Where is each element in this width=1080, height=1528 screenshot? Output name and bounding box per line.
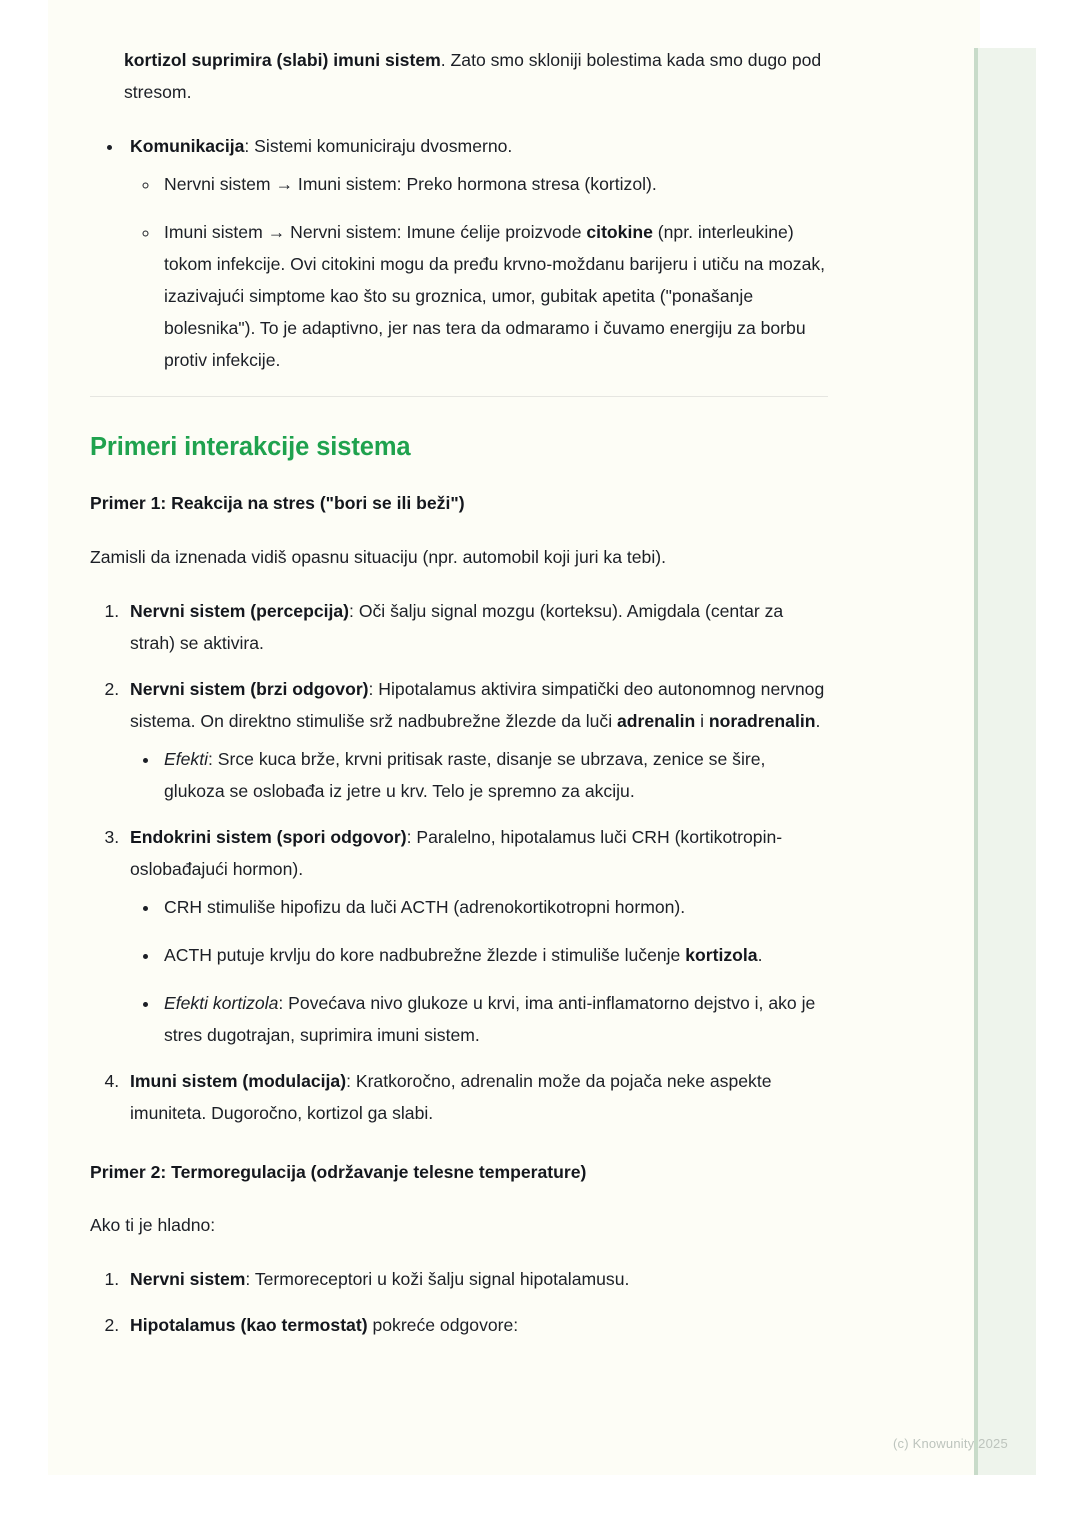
komunikacija-sub-1-post: (npr. interleukine) tokom infekcije. Ovi citokini mogu da pređu krvno-moždanu barijeru i utiču na mozak, izazivajući simptome kao što su groznica, umor, gubitak apetita ("ponašanje bolesnika"). To je adaptivno, jer nas tera da odmaramo i čuvamo energiju za borbu protiv infekcije. xyxy=(164,222,826,371)
document-content xyxy=(90,0,830,1361)
step-inline-bold-noradrenalin: noradrenalin xyxy=(708,710,816,731)
step-text: : Paralelno, hipotalamus luči CRH (kortikotropin-oslobađajući hormon). xyxy=(130,826,783,879)
primer1-intro: Zamisli da iznenada vidiš opasnu situaciju (npr. automobil koji juri ka tebi). xyxy=(90,546,666,567)
list-item xyxy=(124,1309,830,1341)
step-label: Hipotalamus (kao termostat) xyxy=(130,1315,368,1336)
sub-italic-label: Efekti kortizola xyxy=(164,992,279,1013)
section-divider xyxy=(90,396,828,397)
step-3-sublist xyxy=(130,891,830,1051)
sub-text-pre: ACTH putuje krvlju do kore nadbubrežne žlezde i stimuliše lučenje xyxy=(164,944,686,965)
step-text: pokreće odgovore: xyxy=(367,1315,519,1336)
step-text: : Kratkoročno, adrenalin može da pojača neke aspekte imuniteta. Dugoročno, kortizol ga slabi. xyxy=(130,1070,772,1123)
komunikacija-label: Komunikacija xyxy=(130,136,245,157)
list-item-komunikacija xyxy=(124,130,830,376)
primer1-heading: Primer 1: Reakcija na stres ("bori se ili beži") xyxy=(90,493,465,514)
step-label: Nervni sistem xyxy=(130,1269,246,1290)
list-item xyxy=(160,168,830,200)
sub-text: : Povećava nivo glukoze u krvi, ima anti-inflamatorno dejstvo i, ako je stres dugotrajan, suprimira imuni sistem. xyxy=(164,992,816,1045)
primer1-steps xyxy=(90,595,830,1129)
komunikacija-after-label: : Sistemi komuniciraju dvosmerno. xyxy=(244,136,513,157)
sub-text: : Srce kuca brže, krvni pritisak raste, disanje se ubrzava, zenice se šire, glukoza se oslobađa iz jetre u krv. Telo je spremno za akciju. xyxy=(164,748,766,801)
list-item xyxy=(160,216,830,376)
step-2-sublist xyxy=(130,743,830,807)
komunikacija-sub-1-bold: citokine xyxy=(586,222,653,243)
step-inline-post: . xyxy=(815,710,821,731)
primer2-heading: Primer 2: Termoregulacija (održavanje telesne temperature) xyxy=(90,1161,587,1182)
list-item xyxy=(160,987,830,1051)
step-inline-mid: i xyxy=(695,710,709,731)
komunikacija-sub-1-pre: Imuni sistem → Nervni sistem: Imune ćelije proizvode xyxy=(164,222,587,243)
list-item xyxy=(160,891,830,923)
step-text: : Oči šalju signal mozgu (korteksu). Amigdala (centar za strah) se aktivira. xyxy=(130,600,784,653)
step-label: Nervni sistem (brzi odgovor) xyxy=(130,678,369,699)
list-item xyxy=(124,821,830,1051)
step-text: : Hipotalamus aktivira simpatički deo autonomnog nervnog sistema. On direktno stimuliše srž nadbubrežne žlezde da luči xyxy=(130,678,825,731)
list-item xyxy=(124,595,830,659)
step-label: Endokrini sistem (spori odgovor) xyxy=(130,826,407,847)
sub-text: CRH stimuliše hipofizu da luči ACTH (adrenokortikotropni hormon). xyxy=(164,896,686,917)
side-panel xyxy=(978,48,1036,1475)
top-continuation-paragraph xyxy=(90,44,830,108)
list-item xyxy=(124,1065,830,1129)
komunikacija-sub-0-text: Nervni sistem → Imuni sistem: Preko hormona stresa (kortizol). xyxy=(164,174,657,195)
komunikacija-list xyxy=(90,130,830,376)
step-inline-bold-adrenalin: adrenalin xyxy=(617,710,696,731)
primer2-steps xyxy=(90,1263,830,1341)
komunikacija-sublist xyxy=(130,168,830,376)
list-item xyxy=(124,673,830,807)
list-item xyxy=(160,939,830,971)
sub-bold-kortizola: kortizola xyxy=(685,944,758,965)
primer2-intro: Ako ti je hladno: xyxy=(90,1215,216,1236)
list-item xyxy=(124,1263,830,1295)
step-text: : Termoreceptori u koži šalju signal hipotalamusu. xyxy=(245,1269,630,1290)
top-continuation-bold: kortizol suprimira (slabi) imuni sistem xyxy=(124,50,441,70)
sub-italic-label: Efekti xyxy=(164,748,209,769)
sub-text-post: . xyxy=(757,944,763,965)
list-item xyxy=(160,743,830,807)
top-continuation-rest: . Zato smo skloniji bolestima kada smo dugo pod stresom. xyxy=(124,50,822,103)
page-title: Primeri interakcije sistema xyxy=(90,433,411,462)
step-label: Nervni sistem (percepcija) xyxy=(130,600,350,621)
copyright-watermark: (c) Knowunity 2025 xyxy=(893,1436,1008,1451)
step-label: Imuni sistem (modulacija) xyxy=(130,1070,347,1091)
